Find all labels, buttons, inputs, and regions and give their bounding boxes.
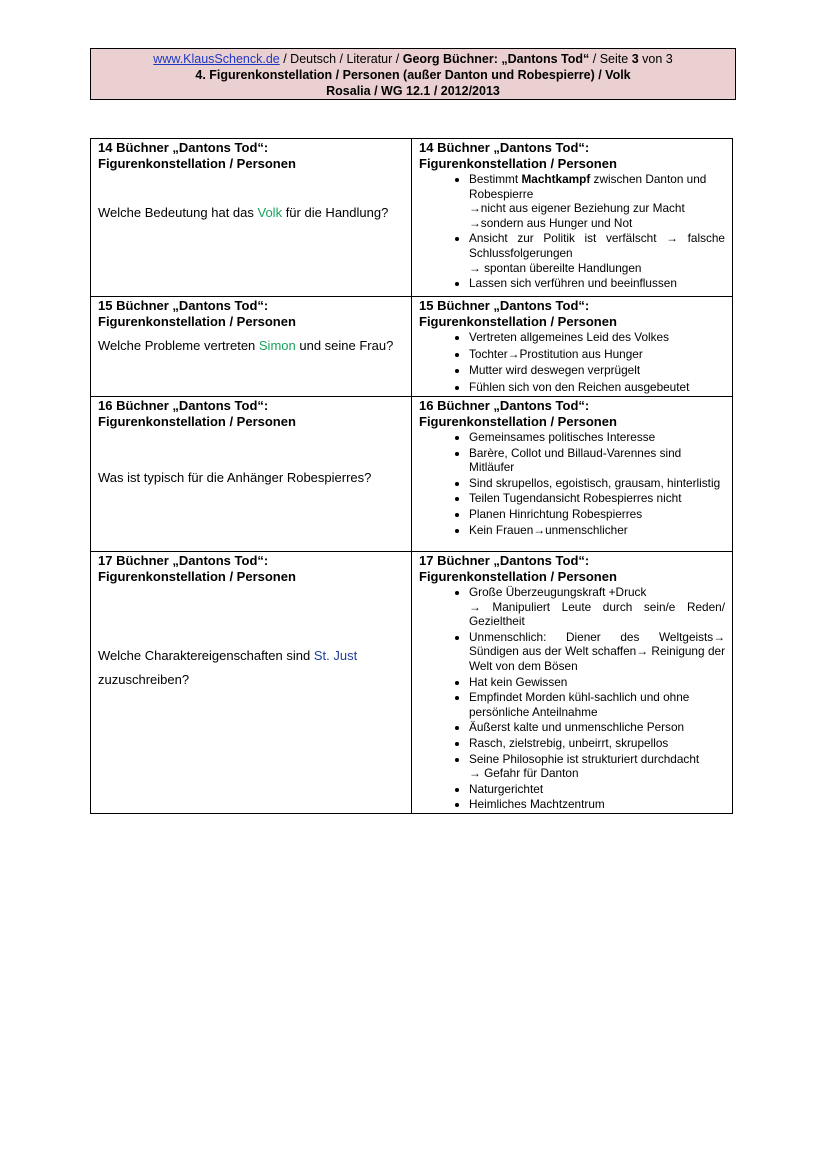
card-row-17 xyxy=(91,552,733,814)
question-subtitle: Figurenkonstellation / Personen xyxy=(98,156,296,171)
card-row-15 xyxy=(91,297,733,397)
answer-item: • Heimliches Machtzentrum xyxy=(469,797,725,812)
header-work: Georg Büchner: „Dantons Tod“ xyxy=(402,52,590,66)
header-page-total: von 3 xyxy=(638,52,673,66)
answer-item: • Äußerst kalte und unmenschliche Person xyxy=(469,720,725,735)
answer-list xyxy=(419,172,725,291)
question-cell-14 xyxy=(91,139,412,297)
header-subject: / Deutsch / Literatur / xyxy=(279,52,403,66)
answer-item: • Bestimmt Machtkampf zwischen Danton und Robespierre →nicht aus eigener Beziehung zur Macht →sondern aus Hunger und Not xyxy=(469,172,725,230)
answer-cell-15 xyxy=(412,297,733,397)
answer-item: • Seine Philosophie ist strukturiert durchdacht → Gefahr für Danton xyxy=(469,752,725,781)
answer-subtitle: Figurenkonstellation / Personen xyxy=(419,156,617,171)
question-title: 16 Büchner „Dantons Tod“: xyxy=(98,398,269,413)
header-page-label: / Seite xyxy=(589,52,632,66)
answer-title: 14 Büchner „Dantons Tod“: xyxy=(419,140,590,155)
question-cell-17 xyxy=(91,552,412,814)
answer-item: • Große Überzeugungskraft +Druck → Manipuliert Leute durch sein/e Reden/ Gezieltheit xyxy=(469,585,725,629)
answer-title: 17 Büchner „Dantons Tod“: xyxy=(419,553,590,568)
question-title: 15 Büchner „Dantons Tod“: xyxy=(98,298,269,313)
answer-list xyxy=(419,585,725,812)
answer-item: • Gemeinsames politisches Interesse xyxy=(469,430,725,445)
card-row-16 xyxy=(91,397,733,552)
answer-item: • Ansicht zur Politik ist verfälscht → falsche Schlussfolgerungen → spontan übereilte Handlungen xyxy=(469,231,725,275)
answer-cell-14 xyxy=(412,139,733,297)
answer-item: • Sind skrupellos, egoistisch, grausam, hinterlistig xyxy=(469,476,725,491)
question-cell-16 xyxy=(91,397,412,552)
header-page-number: 3 xyxy=(631,52,639,66)
answer-list xyxy=(419,430,725,537)
answer-item: • Vertreten allgemeines Leid des Volkes xyxy=(469,330,725,346)
answer-title: 15 Büchner „Dantons Tod“: xyxy=(419,298,590,313)
answer-item: • Naturgerichtet xyxy=(469,782,725,797)
answer-item: • Lassen sich verführen und beeinflussen xyxy=(469,276,725,291)
question-subtitle: Figurenkonstellation / Personen xyxy=(98,314,296,329)
answer-item: • Fühlen sich von den Reichen ausgebeutet xyxy=(469,380,725,396)
header-line-1 xyxy=(91,51,735,67)
answer-subtitle: Figurenkonstellation / Personen xyxy=(419,569,617,584)
answer-item: • Tochter→Prostitution aus Hunger xyxy=(469,347,725,363)
question-text: Welche Charaktereigenschaften sind St. Just zuzuschreiben? xyxy=(98,648,358,687)
answer-item: • Barère, Collot und Billaud-Varennes sind Mitläufer xyxy=(469,446,725,475)
card-row-14 xyxy=(91,139,733,297)
highlight-term: St. Just xyxy=(313,648,358,663)
answer-item: • Teilen Tugendansicht Robespierres nicht xyxy=(469,491,725,506)
question-text: Welche Bedeutung hat das Volk für die Handlung? xyxy=(98,205,389,220)
answer-cell-16 xyxy=(412,397,733,552)
answer-item: • Kein Frauen→unmenschlicher xyxy=(469,523,725,538)
header-line-2: 4. Figurenkonstellation / Personen (außer Danton und Robespierre) / Volk xyxy=(195,68,631,82)
highlight-term: Volk xyxy=(257,205,283,220)
question-title: 17 Büchner „Dantons Tod“: xyxy=(98,553,269,568)
question-cell-15 xyxy=(91,297,412,397)
answer-item: • Unmenschlich: Diener des Weltgeists→ Sündigen aus der Welt schaffen→ Reinigung der Welt von dem Bösen xyxy=(469,630,725,674)
highlight-term: Simon xyxy=(258,338,296,353)
answer-item: • Planen Hinrichtung Robespierres xyxy=(469,507,725,522)
question-title: 14 Büchner „Dantons Tod“: xyxy=(98,140,269,155)
question-text: Welche Probleme vertreten Simon und seine Frau? xyxy=(98,338,394,353)
question-subtitle: Figurenkonstellation / Personen xyxy=(98,569,296,584)
answer-cell-17 xyxy=(412,552,733,814)
answer-item: • Empfindet Morden kühl-sachlich und ohne persönliche Anteilnahme xyxy=(469,690,725,719)
answer-item: • Mutter wird deswegen verprügelt xyxy=(469,363,725,379)
answer-subtitle: Figurenkonstellation / Personen xyxy=(419,314,617,329)
answer-subtitle: Figurenkonstellation / Personen xyxy=(419,414,617,429)
question-subtitle: Figurenkonstellation / Personen xyxy=(98,414,296,429)
site-link[interactable]: www.KlausSchenck.de xyxy=(153,52,280,66)
flashcard-table xyxy=(90,138,733,814)
answer-list xyxy=(419,330,725,395)
question-text: Was ist typisch für die Anhänger Robespierres? xyxy=(98,470,372,485)
page-header xyxy=(90,48,736,100)
answer-item: • Rasch, zielstrebig, unbeirrt, skrupellos xyxy=(469,736,725,751)
header-line-3: Rosalia / WG 12.1 / 2012/2013 xyxy=(326,84,500,98)
answer-item: • Hat kein Gewissen xyxy=(469,675,725,690)
answer-title: 16 Büchner „Dantons Tod“: xyxy=(419,398,590,413)
